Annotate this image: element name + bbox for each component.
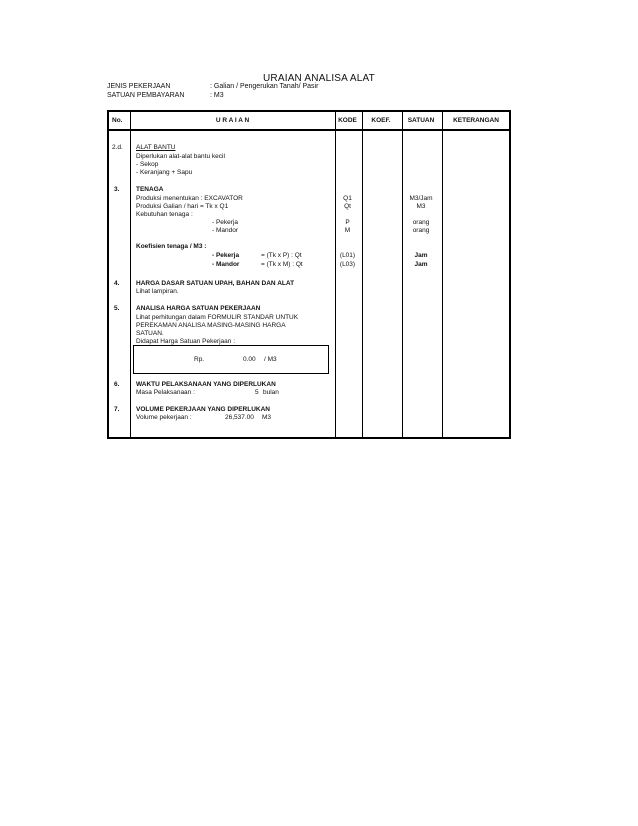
text-line: Produksi menentukan : EXCAVATOR bbox=[136, 195, 243, 202]
formula-text: = (Tk x P) : Qt bbox=[261, 252, 302, 259]
kode-cell: M bbox=[344, 227, 351, 234]
kode-cell: Qt bbox=[344, 203, 351, 210]
text-line: - Sekop bbox=[136, 161, 159, 168]
satuan-pembayaran-value: : M3 bbox=[210, 92, 224, 99]
price-unit: / M3 bbox=[264, 356, 277, 363]
section-title: ANALISA HARGA SATUAN PEKERJAAN bbox=[136, 305, 261, 312]
column-divider bbox=[130, 112, 131, 439]
satuan-cell: M3 bbox=[416, 203, 426, 210]
currency-label: Rp. bbox=[194, 356, 205, 363]
header-kode: KODE bbox=[338, 117, 357, 124]
text-line: - Pekerja bbox=[212, 252, 240, 259]
text-line: SATUAN. bbox=[136, 330, 164, 337]
text-line: Lihat perhitungan dalam FORMULIR STANDAR UNTUK bbox=[136, 314, 299, 321]
header-no: No. bbox=[112, 117, 123, 124]
column-divider bbox=[402, 112, 403, 439]
section-number: 7. bbox=[114, 406, 120, 413]
section-title: TENAGA bbox=[136, 186, 164, 193]
header-keterangan: KETERANGAN bbox=[453, 117, 499, 124]
text-line: - Mandor bbox=[212, 261, 240, 268]
section-number: 4. bbox=[114, 280, 120, 287]
text-line: Didapat Harga Satuan Pekerjaan : bbox=[136, 338, 236, 345]
document-title: URAIAN ANALISA ALAT bbox=[263, 73, 375, 84]
kode-cell: Q1 bbox=[343, 195, 352, 202]
text-line: Kebutuhan tenaga : bbox=[136, 211, 193, 218]
text-line: Volume pekerjaan : bbox=[136, 414, 192, 421]
formula-text: = (Tk x M) : Qt bbox=[261, 261, 303, 268]
section-number: 2.d. bbox=[112, 144, 123, 151]
text-line: - Mandor bbox=[212, 227, 239, 234]
jenis-pekerjaan-label: JENIS PEKERJAAN bbox=[107, 83, 171, 90]
duration-value: 5 bbox=[255, 389, 259, 396]
header-uraian: U R A I A N bbox=[215, 117, 250, 124]
section-number: 6. bbox=[114, 381, 120, 388]
text-line: Lihat lampiran. bbox=[136, 288, 179, 295]
volume-unit: M3 bbox=[262, 414, 272, 421]
column-divider bbox=[442, 112, 443, 439]
duration-unit: bulan bbox=[263, 389, 279, 396]
price-box bbox=[133, 345, 329, 374]
text-line: Diperlukan alat-alat bantu kecil bbox=[136, 153, 225, 160]
satuan-cell: orang bbox=[412, 227, 430, 234]
column-divider bbox=[335, 112, 336, 439]
column-divider bbox=[362, 112, 363, 439]
header-koef: KOEF. bbox=[371, 117, 391, 124]
section-number: 3. bbox=[114, 186, 120, 193]
satuan-pembayaran-label: SATUAN PEMBAYARAN bbox=[107, 92, 185, 99]
satuan-cell: Jam bbox=[414, 261, 428, 268]
kode-cell: (L03) bbox=[339, 261, 356, 268]
kode-cell: P bbox=[345, 219, 350, 226]
satuan-cell: orang bbox=[412, 219, 430, 226]
jenis-pekerjaan-value: : Galian / Pengerukan Tanah/ Pasir bbox=[210, 83, 319, 90]
text-line: - Pekerja bbox=[212, 219, 239, 226]
text-line: - Keranjang + Sapu bbox=[136, 169, 193, 176]
satuan-cell: M3/Jam bbox=[409, 195, 433, 202]
section-title: HARGA DASAR SATUAN UPAH, BAHAN DAN ALAT bbox=[136, 280, 295, 287]
satuan-cell: Jam bbox=[414, 252, 428, 259]
volume-value: 26,537.00 bbox=[225, 414, 254, 421]
section-number: 5. bbox=[114, 305, 120, 312]
text-line: Koefisien tenaga / M3 : bbox=[136, 243, 207, 250]
text-line: PEREKAMAN ANALISA MASING-MASING HARGA bbox=[136, 322, 286, 329]
section-title: WAKTU PELAKSANAAN YANG DIPERLUKAN bbox=[136, 381, 276, 388]
text-line: Produksi Galian / hari = Tk x Q1 bbox=[136, 203, 229, 210]
price-amount: 0.00 bbox=[243, 356, 256, 363]
kode-cell: (L01) bbox=[339, 252, 356, 259]
section-title: VOLUME PEKERJAAN YANG DIPERLUKAN bbox=[136, 406, 270, 413]
section-title: ALAT BANTU bbox=[136, 144, 176, 151]
text-line: Masa Pelaksanaan : bbox=[136, 389, 195, 396]
header-satuan: SATUAN bbox=[407, 117, 435, 124]
